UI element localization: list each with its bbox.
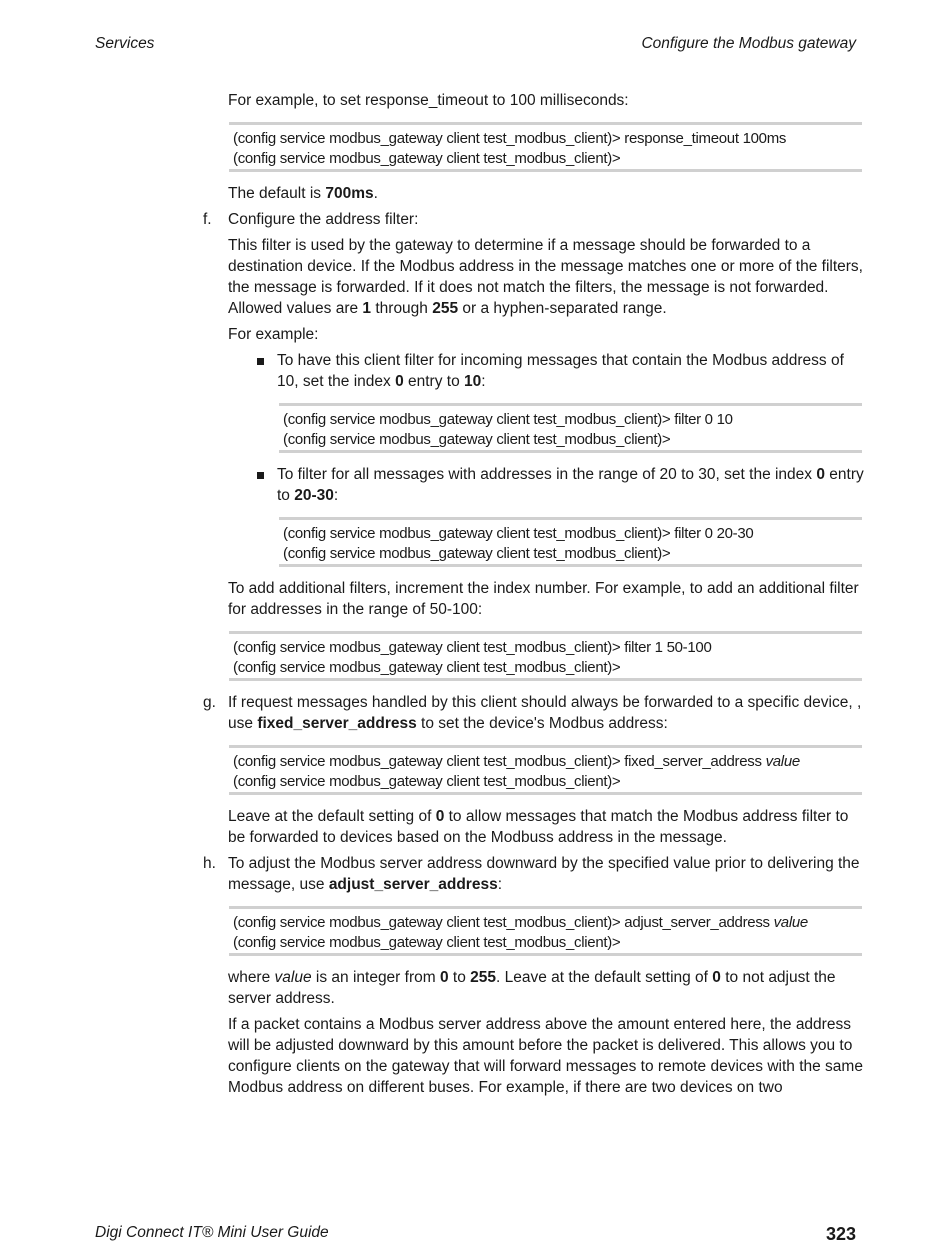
cli-prompt: (config service modbus_gateway client test_modbus_client)> bbox=[233, 659, 621, 676]
cli-argument: value bbox=[765, 753, 800, 770]
step-marker-h: h. bbox=[203, 855, 216, 872]
step-h-text: To adjust the Modbus server address downward by the specified value prior to delivering the message, use adjust_server_address: bbox=[228, 855, 860, 893]
bullet-square-icon bbox=[257, 358, 264, 365]
code-line bbox=[233, 752, 862, 772]
filter-description: This filter is used by the gateway to determine if a message should be forwarded to a destination device. If the Modbus address in the message matches one or more of the filters, the message is forwarded. If it does not match the filters, the message is not forwarded. Allowed values are 1 through 255 or a hyphen-separated range. bbox=[228, 237, 863, 317]
footer-guide-title: Digi Connect IT® Mini User Guide bbox=[95, 1224, 329, 1241]
code-line bbox=[283, 524, 862, 544]
code-block-fixed-server-address bbox=[229, 745, 862, 795]
step-f-text: Configure the address filter: bbox=[228, 211, 419, 228]
cli-prompt: (config service modbus_gateway client test_modbus_client)> bbox=[233, 773, 621, 790]
for-example-label: For example: bbox=[228, 326, 319, 343]
code-block-filter-20-30 bbox=[279, 517, 862, 567]
leave-default-paragraph: Leave at the default setting of 0 to allow messages that match the Modbus address filter to be forwarded to devices based on the Modbuss address in the message. bbox=[228, 808, 849, 846]
step-marker-g: g. bbox=[203, 694, 216, 711]
cli-prompt: (config service modbus_gateway client test_modbus_client)> bbox=[233, 130, 621, 147]
code-line bbox=[233, 913, 862, 933]
step-g-text: If request messages handled by this client should always be forwarded to a specific device, , use fixed_server_address to set the device's Modbus address: bbox=[228, 694, 862, 732]
cli-prompt: (config service modbus_gateway client test_modbus_client)> bbox=[283, 545, 671, 562]
cli-command: filter 0 10 bbox=[674, 411, 733, 428]
cli-prompt: (config service modbus_gateway client test_modbus_client)> bbox=[233, 639, 621, 656]
bullet-square-icon bbox=[257, 472, 264, 479]
step-marker-f: f. bbox=[203, 211, 212, 228]
cli-command: filter 1 50-100 bbox=[624, 639, 712, 656]
where-value-paragraph: where value is an integer from 0 to 255. Leave at the default setting of 0 to not adjust the server address. bbox=[228, 969, 836, 1007]
cli-command: filter 0 20-30 bbox=[674, 525, 754, 542]
code-line bbox=[283, 430, 862, 450]
bullet-filter-10: To have this client filter for incoming messages that contain the Modbus address of 10, set the index 0 entry to 10: bbox=[277, 352, 844, 390]
code-block-response-timeout bbox=[229, 122, 862, 172]
code-block-adjust-server-address bbox=[229, 906, 862, 956]
code-line bbox=[283, 410, 862, 430]
code-line bbox=[233, 149, 862, 169]
cli-prompt: (config service modbus_gateway client test_modbus_client)> bbox=[233, 934, 621, 951]
additional-filters-paragraph: To add additional filters, increment the index number. For example, to add an additional filter for addresses in the range of 50-100: bbox=[228, 580, 859, 618]
cli-command: fixed_server_address bbox=[624, 753, 766, 770]
code-line bbox=[233, 658, 862, 678]
cli-prompt: (config service modbus_gateway client test_modbus_client)> bbox=[283, 411, 671, 428]
bullet-filter-20-30: To filter for all messages with addresses in the range of 20 to 30, set the index 0 entry to 20-30: bbox=[277, 466, 864, 504]
cli-command: adjust_server_address bbox=[624, 914, 774, 931]
default-paragraph: The default is 700ms. bbox=[228, 185, 378, 202]
code-line bbox=[283, 544, 862, 564]
cli-prompt: (config service modbus_gateway client test_modbus_client)> bbox=[233, 150, 621, 167]
packet-paragraph: If a packet contains a Modbus server address above the amount entered here, the address will be adjusted downward by this amount before the packet is delivered. This allows you to configure clients on the gateway that will forward messages to remote devices with the same Modbus address on different buses. For example, if there are two devices on two bbox=[228, 1016, 863, 1096]
code-block-filter-10 bbox=[279, 403, 862, 453]
running-header-section: Services bbox=[95, 35, 155, 52]
cli-prompt: (config service modbus_gateway client test_modbus_client)> bbox=[283, 431, 671, 448]
running-header-topic: Configure the Modbus gateway bbox=[641, 35, 856, 52]
code-line bbox=[233, 129, 862, 149]
code-line bbox=[233, 638, 862, 658]
cli-prompt: (config service modbus_gateway client test_modbus_client)> bbox=[233, 914, 621, 931]
intro-paragraph: For example, to set response_timeout to 100 milliseconds: bbox=[228, 92, 629, 109]
cli-prompt: (config service modbus_gateway client test_modbus_client)> bbox=[283, 525, 671, 542]
cli-argument: value bbox=[773, 914, 808, 931]
code-line bbox=[233, 933, 862, 953]
code-line bbox=[233, 772, 862, 792]
cli-prompt: (config service modbus_gateway client test_modbus_client)> bbox=[233, 753, 621, 770]
code-block-filter-50-100 bbox=[229, 631, 862, 681]
cli-command: response_timeout 100ms bbox=[624, 130, 787, 147]
page-number: 323 bbox=[825, 1224, 856, 1244]
